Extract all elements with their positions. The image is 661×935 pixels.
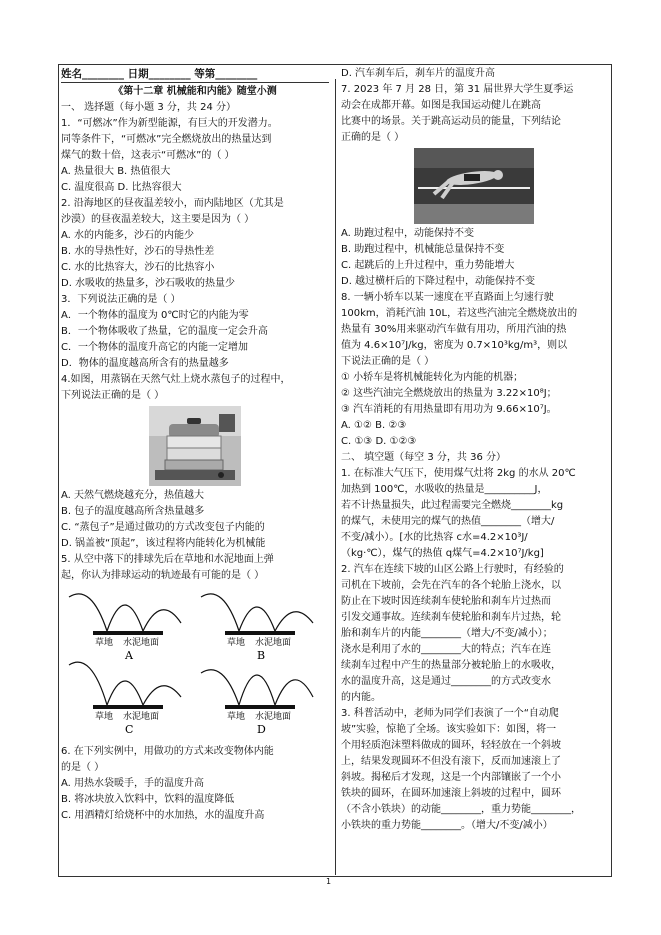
text-line: 斜坡。揭秘后才发现，这是一个内部镶嵌了一个小	[341, 772, 561, 783]
text-line: 正确的是（ ）	[341, 132, 405, 143]
grass-label: 草地	[227, 712, 246, 722]
text-line: 下说法正确的是（ ）	[341, 356, 435, 367]
text-line: 司机在下坡前，会先在汽车的各个轮胎上浇水，以	[341, 580, 561, 591]
cement-label: 水泥地面	[123, 712, 160, 722]
text-line: 浇水是利用了水的________大的特点；汽车在连	[341, 644, 551, 655]
text-line: 6. 在下列实例中，用做功的方式来改变物体内能	[61, 746, 274, 757]
text-line: A. ①② B. ②③	[341, 420, 407, 431]
text-line: 上，结果发现圆环不但没有滚下，反而加速滚上了	[341, 756, 561, 767]
text-line: （不含小铁块）的动能________，重力势能________，	[341, 804, 581, 815]
trajectory-option-a	[69, 594, 181, 662]
text-line: A. 助跑过程中，动能保持不变	[341, 228, 475, 239]
text-line: D. 汽车刹车后，刹车片的温度升高	[341, 68, 496, 79]
text-line: 比赛中的场景。关于跳高运动员的能量，下列结论	[341, 116, 561, 127]
text-line: A. 用热水袋暖手，手的温度升高	[61, 778, 205, 789]
option-letter: D	[257, 723, 266, 735]
text-line: C. 用酒精灯给烧杯中的水加热，水的温度升高	[61, 810, 265, 821]
trajectory-option-b	[201, 594, 313, 662]
text-line: 防止在下坡时因连续刹车使轮胎和刹车片过热而	[341, 596, 551, 607]
trajectory-option-d	[201, 670, 313, 735]
text-line: 小铁块的重力势能________。（增大/不变/减小）	[341, 820, 553, 831]
text-line: 胎和刹车片的内能________（增大/不变/减小）；	[341, 628, 553, 639]
text-line: B. 将冰块放入饮料中，饮料的温度降低	[61, 794, 235, 805]
ground-bar	[225, 631, 295, 635]
option-letter: A	[125, 649, 133, 662]
text-line: 值为 4.6×10⁷J/kg，密度为 0.7×10³kg/m³，则以	[341, 340, 568, 351]
text-line: C. ①③ D. ①②③	[341, 436, 417, 447]
text-line: 起，你认为排球运动的轨迹最有可能的是（ ）	[61, 570, 265, 581]
left-column	[61, 66, 329, 824]
text-line: D. 水吸收的热量多，沙石吸收的热量少	[61, 278, 236, 289]
steamer-photo	[61, 406, 329, 486]
text-line: ② 这些汽油完全燃烧放出的热量为 3.22×10⁸J；	[341, 388, 557, 399]
header-info-line: 姓名________ 日期________ 等第________	[61, 66, 329, 83]
left-questions-part3	[61, 744, 329, 824]
text-line: ③ 汽车消耗的有用热量即有用功为 9.66×10⁷J。	[341, 404, 557, 415]
text-line: 2. 汽车在连续下坡的山区公路上行驶时，有经验的	[341, 564, 564, 575]
ball-trajectory-curve	[69, 594, 181, 631]
text-line: 个用轻质泡沫塑料做成的圆环，轻轻放在一个斜坡	[341, 740, 561, 751]
text-line: 7. 2023 年 7 月 28 日，第 31 届世界大学生夏季运	[341, 84, 574, 95]
text-line: 3. 科普活动中，老师为同学们表演了一个“自动爬	[341, 708, 559, 719]
text-line: 3．下列说法正确的是（ ）	[61, 294, 181, 305]
text-line: 4.如图，用蒸锅在天然气灶上烧水蒸包子的过程中，	[61, 374, 291, 385]
text-line: 5. 从空中落下的排球先后在草地和水泥地面上弹	[61, 554, 274, 565]
text-line: C．一个物体的温度升高它的内能一定增加	[61, 342, 248, 353]
column-divider	[335, 79, 336, 875]
text-line: 水的温度升高，这是通过________的方式改变水	[341, 676, 551, 687]
text-line: D. 锅盖被“顶起”，该过程将内能转化为机械能	[61, 538, 266, 549]
text-line: 1．“可燃冰”作为新型能源，有巨大的开发潜力。	[61, 118, 278, 129]
text-line: 一、 选择题（每小题 3 分，共 24 分）	[61, 102, 236, 113]
ground-bar	[93, 631, 163, 635]
cement-label: 水泥地面	[255, 638, 292, 648]
text-line: C. “蒸包子”是通过做功的方式改变包子内能的	[61, 522, 265, 533]
text-line: （kg·℃），煤气的热值 q煤气=4.2×10⁷J/kg]	[341, 548, 544, 559]
grass-label: 草地	[227, 638, 246, 648]
right-questions-part2	[341, 226, 607, 834]
text-line: 续刹车过程中产生的热量部分被轮胎上的水吸收，	[341, 660, 561, 671]
text-line: 同等条件下，“可燃冰”完全燃烧放出的热量达到	[61, 134, 272, 145]
text-line: B. 助跑过程中，机械能总量保持不变	[341, 244, 505, 255]
ground-bar	[225, 705, 295, 709]
text-line: 的是（ ）	[61, 762, 105, 773]
text-line: C. 水的比热容大，沙石的比热容小	[61, 262, 215, 273]
ball-trajectory-curve	[69, 662, 181, 705]
quiz-title: 《第十二章 机械能和内能》随堂小测	[113, 86, 277, 97]
cement-label: 水泥地面	[255, 712, 292, 722]
ball-trajectory-curve	[201, 594, 313, 631]
text-line: 的内能。	[341, 692, 381, 703]
text-line: 引发交通事故。连续刹车使轮胎和刹车片过热，轮	[341, 612, 561, 623]
left-questions-part1	[61, 100, 329, 404]
option-letter: B	[257, 649, 266, 662]
text-line: B．一个物体吸收了热量，它的温度一定会升高	[61, 326, 268, 337]
page-number: 1	[326, 877, 332, 886]
text-line: 下列说法正确的是（ ）	[61, 390, 165, 401]
cement-label: 水泥地面	[123, 638, 160, 648]
text-line: A. 热量很大 B. 热值很大	[61, 166, 171, 177]
left-questions-part2	[61, 488, 329, 584]
text-line: C. 温度很高 D. 比热容很大	[61, 182, 182, 193]
text-line: ① 小轿车是将机械能转化为内能的机器；	[341, 372, 524, 383]
text-line: 不变/减小）。[水的比热容 c水=4.2×10³J/	[341, 532, 528, 543]
ball-trajectory-curve	[201, 670, 313, 705]
text-line: B. 包子的温度越高所含热量越多	[61, 506, 205, 517]
text-line: 热量有 30%用来驱动汽车做有用功，所用汽油的热	[341, 324, 567, 335]
trajectory-option-c	[69, 662, 181, 735]
text-line: 煤气的数十倍，这表示“可燃冰”的（ ）	[61, 150, 235, 161]
text-line: 铁块的圆环，在圆环加速滚上斜坡的过程中，圆环	[341, 788, 561, 799]
text-line: A. 天然气燃烧越充分，热值越大	[61, 490, 205, 501]
ground-bar	[93, 705, 163, 709]
text-line: 坡”实验，惊艳了全场。该实验如下：如图，将一	[341, 724, 557, 735]
text-line: A. 水的内能多，沙石的内能少	[61, 230, 195, 241]
text-line: D．物体的温度越高所含有的热量越多	[61, 358, 229, 369]
text-line: B. 水的导热性好，沙石的导热性差	[61, 246, 215, 257]
text-line: 沙漠）的昼夜温差较大，这主要是因为（ ）	[61, 214, 255, 225]
text-line: 100km，消耗汽油 10L，若这些汽油完全燃烧放出的	[341, 308, 578, 319]
text-line: 二、 填空题（每空 3 分，共 36 分）	[341, 452, 506, 463]
text-line: 动会在成都开幕。如图是我国运动健儿在跳高	[341, 100, 541, 111]
grass-label: 草地	[95, 638, 114, 648]
text-line: 的煤气，未使用完的煤气的热值________（增大/	[341, 516, 555, 527]
text-line: C. 起跳后的上升过程中，重力势能增大	[341, 260, 515, 271]
text-line: 若不计热量损失，此过程需要完全燃烧________kg	[341, 500, 564, 511]
right-questions-part1	[341, 66, 607, 146]
ball-trajectory-diagram	[61, 587, 329, 741]
text-line: 加热到 100℃，水吸收的热量是__________J，	[341, 484, 548, 495]
grass-label: 草地	[95, 712, 114, 722]
high-jump-photo	[341, 148, 607, 224]
text-line: A．一个物体的温度为 0℃时它的内能为零	[61, 310, 249, 321]
option-letter: C	[125, 723, 134, 735]
text-line: 1. 在标准大气压下，使用煤气灶将 2kg 的水从 20℃	[341, 468, 576, 479]
text-line: 8. 一辆小轿车以某一速度在平直路面上匀速行驶	[341, 292, 554, 303]
text-line: D. 越过横杆后的下降过程中，动能保持不变	[341, 276, 536, 287]
text-line: 2. 沿海地区的昼夜温差较小，而内陆地区（尤其是	[61, 198, 284, 209]
right-column	[341, 66, 607, 834]
